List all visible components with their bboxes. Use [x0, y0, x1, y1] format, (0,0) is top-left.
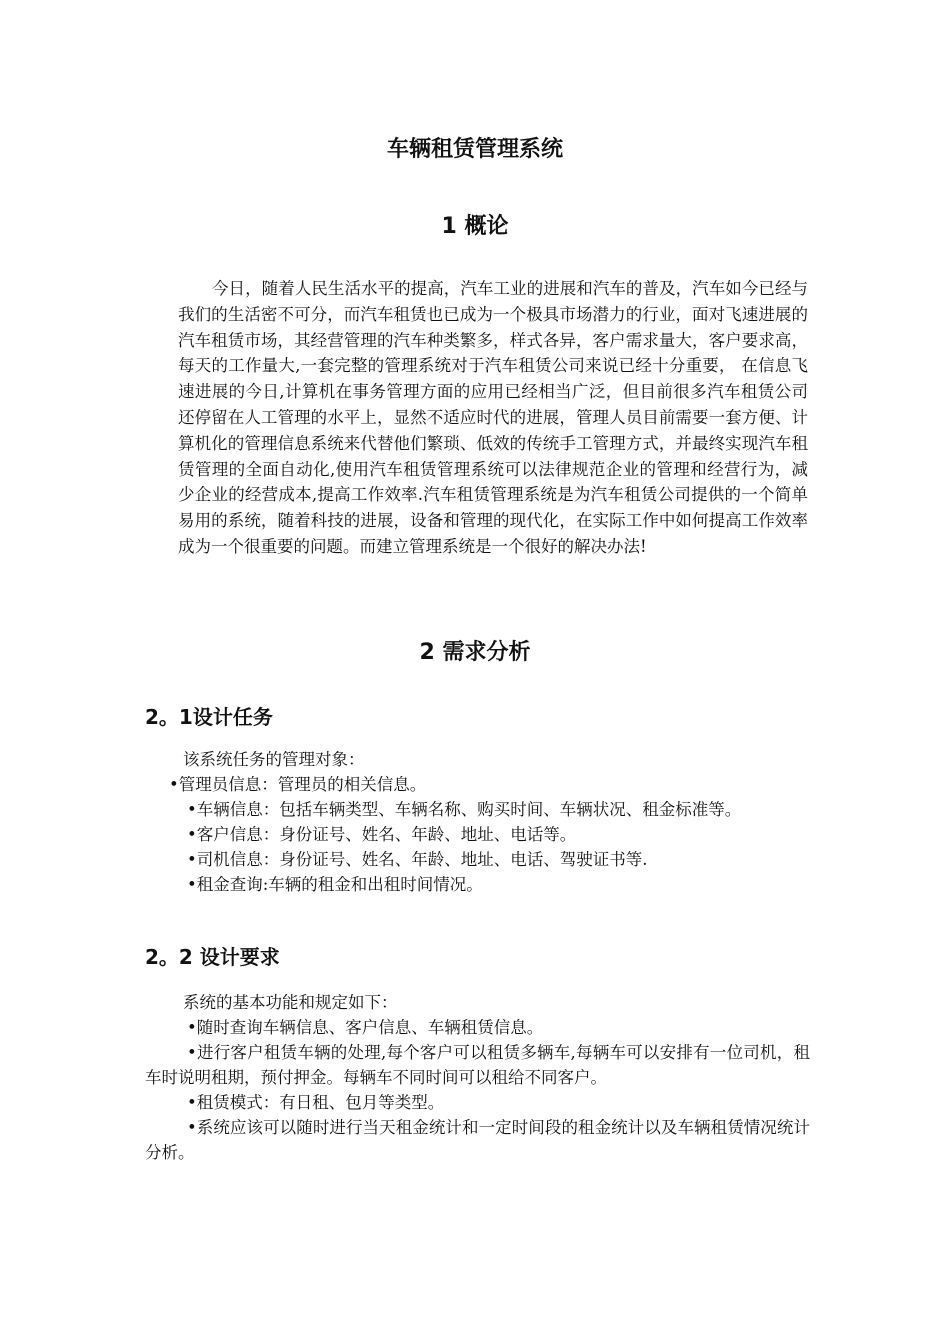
design-requirements-list	[145, 990, 810, 1165]
document-title: 车辆租赁管理系统	[386, 137, 563, 162]
subsection-heading-design-requirements: 2。2 设计要求	[145, 945, 280, 969]
design-tasks-list	[145, 747, 810, 897]
list-item: •客户信息：身份证号、姓名、年龄、地址、电话等。	[187, 825, 577, 844]
overview-paragraph: 今日，随着人民生活水平的提高，汽车工业的进展和汽车的普及，汽车如今已经与我们的生活密不可分，而汽车租赁也已成为一个极具市场潜力的行业，面对飞速进展的汽车租赁市场，其经营管理的汽车种类繁多，样式各异，客户需求量大，客户要求高，每天的工作量大,一套完整的管理系统对于汽车租赁公司来说已经十分重要， 在信息飞速进展的今日,计算机在事务管理方面的应用已经相当广泛，但目前很多汽车租赁公司还停留在人工管理的水平上，显然不适应时代的进展，管理人员目前需要一套方便、计算机化的管理信息系统来代替他们繁琐、低效的传统手工管理方式，并最终实现汽车租赁管理的全面自动化,使用汽车租赁管理系统可以法律规范企业的管理和经营行为，减少企业的经营成本,提高工作效率.汽车租赁管理系统是为汽车租赁公司提供的一个简单易用的系统，随着科技的进展，设备和管理的现代化，在实际工作中如何提高工作效率成为一个很重要的问题。而建立管理系统是一个很好的解决办法!	[178, 279, 808, 556]
design-tasks-lead: 该系统任务的管理对象：	[183, 750, 365, 769]
section-heading-overview: 1 概论	[441, 214, 509, 239]
section-heading-requirements: 2 需求分析	[419, 640, 531, 665]
subsection-heading-design-tasks: 2。1设计任务	[145, 705, 273, 729]
list-item: •系统应该可以随时进行当天租金统计和一定时间段的租金统计以及车辆租赁情况统计分析。	[145, 1118, 810, 1162]
list-item: •车辆信息：包括车辆类型、车辆名称、购买时间、车辆状况、租金标准等。	[187, 800, 742, 819]
design-requirements-lead: 系统的基本功能和规定如下：	[183, 993, 398, 1012]
list-item: •管理员信息：管理员的相关信息。	[169, 775, 427, 794]
list-item: •随时查询车辆信息、客户信息、车辆租赁信息。	[187, 1018, 544, 1037]
list-item: •司机信息：身份证号、姓名、年龄、地址、电话、驾驶证书等.	[187, 850, 648, 869]
list-item: •租赁模式：有日租、包月等类型。	[187, 1093, 445, 1112]
list-item: •租金查询:车辆的租金和出租时间情况。	[187, 875, 483, 894]
list-item: •进行客户租赁车辆的处理,每个客户可以租赁多辆车,每辆车可以安排有一位司机，租车时说明租期，预付押金。每辆车不同时间可以租给不同客户。	[145, 1043, 810, 1087]
